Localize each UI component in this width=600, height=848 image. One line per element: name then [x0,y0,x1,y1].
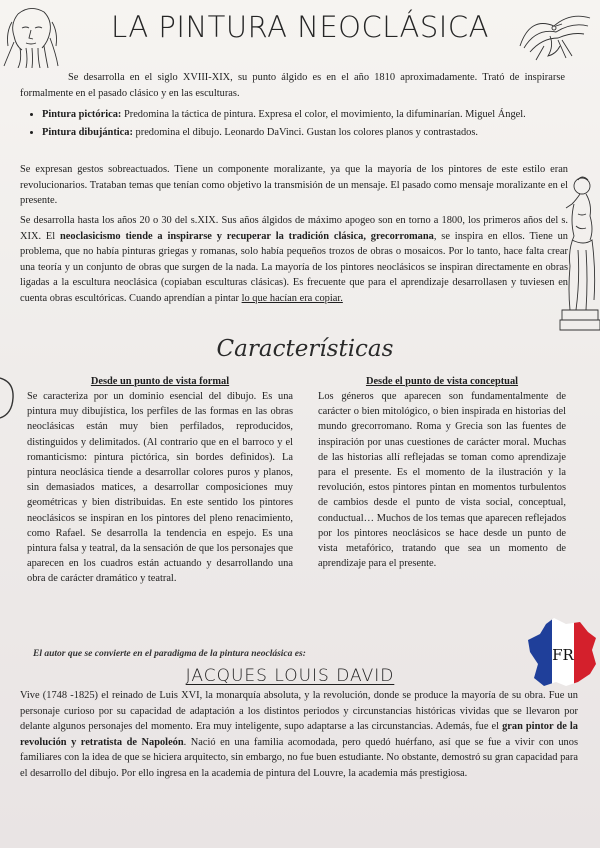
para3-text-c: , se inspira en ellos. Tiene un problema, que no había pinturas griegas y romanas, solo había pequeños trozos de obras o mosaicos. Por lo tanto, hace falta crear una teoría y un conjunto de obras que surgen de la nada. La mayoría de los pintores neoclásicos se inspiran directamente en obras ligadas a la escultura neoclásica (copiaban esculturas clásicas). Es frecuente que para el aprendizaje desarrollasen y tuviesen en cuenta obras escultóricas. Cuando aprendían a pintar [20,230,568,304]
bio-bold: gran pintor de la revolución y retratista de Napoleón [20,721,578,748]
formal-column [27,376,293,587]
bullet-term: Pintura pictórica: [42,109,122,120]
page-title: LA PINTURA NEOCLÁSICA [111,10,489,44]
painting-types-list [28,107,587,142]
conceptual-heading: Desde el punto de vista conceptual [365,376,519,387]
eagle-icon [510,6,596,66]
conceptual-text: Los géneros que aparecen son fundamentalmente de carácter o bien mitológico, o bien inspirada en historias del mundo grecorromano. Roma y Grecia son las fuentes de inspiración por unas cuestiones de carácter moral. Muchas de las historias allí reflejadas se toman como aprendizaje para el presente. Es el momento de la ilustración y la revolución, estos pintores pintan en momentos turbulentos de cambios desde el punto de vista social, conceptual, conductual… Muchos de los temas que aparecen reflejados por los pintores neoclásicos se hace desde un punto de vista metafórico, tratando que sea un momento de aprendizaje para el presente. [318,391,566,570]
para3-bold: neoclasicismo tiende a inspirarse y recuperar la tradición clásica, grecorromana [60,230,434,242]
bio-text-c: . Nació en una familia acomodada, pero quedó huérfano, así que se fue a vivir con unos familiares con la idea de que se hiciera arquitecto, sin embargo, no fue buen estudiante. No obstante, demostró su gran capacidad para el desarrollo del dibujo. Por ello ingresa en la academia de pintura del Louvre, la academia más prestigiosa. [20,736,578,779]
moralizing-paragraph: Se expresan gestos sobreactuados. Tiene un componente moralizante, ya que la mayoría de los pintores de este estilo eran revolucionarios. Trataban temas que tenían como objetivo la transmisión de un mensaje. El pasado como mensaje moralizante en el presente. [20,164,568,206]
biography-paragraph [20,688,578,782]
formal-heading: Desde un punto de vista formal [90,376,230,387]
author-intro: El autor que se convierte en el paradigma de la pintura neoclásica es: [33,649,306,659]
bullet-text: predomina el dibujo. Leonardo DaVinci. Gustan los colores planos y contrastados. [132,126,479,138]
leonardo-portrait-icon [0,2,62,68]
intro-text: Se desarrolla en el siglo XVIII-XIX, su punto álgido es en el año 1810 aproximadamente. Trató de inspirarse formalmente en el pasado clásico y en las esculturas. [20,72,565,99]
flag-label: FR [552,646,574,664]
conceptual-column [318,376,566,571]
intro-paragraph [20,70,565,101]
section-title: Características [216,336,394,362]
ornament-icon [0,376,14,420]
author-name: JACQUES LOUIS DAVID [185,666,395,686]
chronology-paragraph [20,213,568,306]
formal-text: Se caracteriza por un dominio esencial del dibujo. Es una pintura muy dibujística, los perfiles de las formas en las obras neoclásicas están muy bien perfilados, reproducidos, distinguidos y delimitados. (Al contrario que en el barroco y el romanticismo: pintura pictórica, sin bordes definidos). La pintura neoclásica tiende a desarrollar colores puros y planos, sin demasiados matices, a desarrollar composiciones muy geométricas y bien distribuidas. En este sentido los pintores neoclásicos se inspiran en los pintores del pleno renacimiento, como Rafael. Se desarrolla la tendencia en espejo. Es una pintura falsa y teatral, da la sensación de que los personajes que aparecen en los cuadros están actuando y desarrollando una obra de carácter dramático y teatral. [27,391,293,585]
france-flag-icon [526,616,600,690]
list-item [42,107,587,123]
para3-underlined: lo que hacían era copiar. [241,292,343,304]
bio-text-a: Vive (1748 -1825) el reinado de Luis XVI, la monarquía absoluta, y la revolución, donde se produce la mayoría de su obra. Fue un personaje curioso por su capacidad de adaptación a los distintos periodos y circunstancias históricas vividas que se llevaron por delante algunos personajes del momento. Era muy inteligente, supo adaptarse a las circunstancias. Además, fue el [20,690,578,733]
bullet-term: Pintura dibujántica: [42,126,133,138]
para3-text-a: Se desarrolla hasta los años 20 o 30 del s.XIX. Sus años álgidos de máximo apogeo son en torno a 1800, los primeros años del s. XIX. El [20,215,568,242]
list-item [42,125,587,141]
bullet-text: Predomina la táctica de pintura. Expresa el color, el movimiento, la difuminarían. Miguel Ángel. [121,109,526,120]
venus-statue-icon [556,170,600,340]
